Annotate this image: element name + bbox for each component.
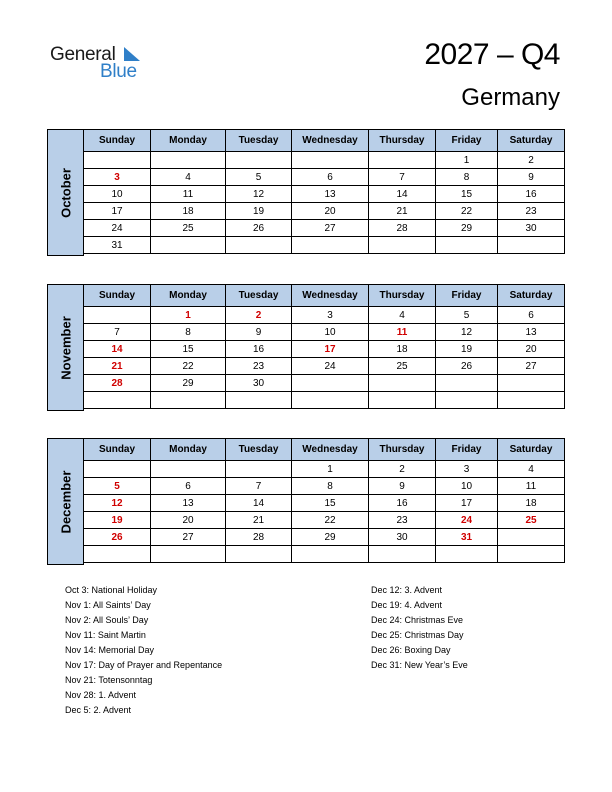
holiday-entry: Dec 19: 4. Advent [371, 600, 443, 610]
weekday-header: Thursday [369, 439, 436, 461]
day-cell: 11 [498, 478, 565, 495]
weekday-header: Saturday [498, 285, 565, 307]
day-cell: 31 [84, 237, 151, 254]
weekday-header: Wednesday [292, 130, 369, 152]
day-cell [151, 152, 226, 169]
day-cell: 26 [436, 358, 498, 375]
day-cell [226, 237, 292, 254]
month-label-box [47, 284, 84, 411]
day-cell: 21 [84, 358, 151, 375]
day-cell: 30 [226, 375, 292, 392]
day-cell: 11 [151, 186, 226, 203]
holiday-entry: Nov 1: All Saints’ Day [65, 600, 151, 610]
day-cell: 5 [436, 307, 498, 324]
month-table [83, 284, 565, 409]
holiday-list-right [371, 583, 468, 673]
day-cell: 15 [151, 341, 226, 358]
month-calendar-november [47, 284, 564, 411]
day-cell [292, 237, 369, 254]
weekday-header-row [84, 439, 565, 461]
weekday-header: Sunday [84, 439, 151, 461]
week-row [84, 220, 565, 237]
country-name: Germany [461, 84, 560, 111]
day-cell: 14 [226, 495, 292, 512]
day-cell: 23 [369, 512, 436, 529]
holiday-entry: Dec 24: Christmas Eve [371, 615, 464, 625]
day-cell [436, 392, 498, 409]
day-cell: 26 [84, 529, 151, 546]
day-cell: 6 [498, 307, 565, 324]
day-cell: 17 [292, 341, 369, 358]
day-cell [369, 152, 436, 169]
day-cell: 4 [369, 307, 436, 324]
day-cell: 3 [436, 461, 498, 478]
week-row [84, 478, 565, 495]
holiday-entry: Nov 28: 1. Advent [65, 690, 137, 700]
day-cell [498, 529, 565, 546]
day-cell: 6 [151, 478, 226, 495]
week-row [84, 341, 565, 358]
holiday-entry: Dec 25: Christmas Day [371, 630, 464, 640]
day-cell: 1 [151, 307, 226, 324]
holiday-entry: Nov 17: Day of Prayer and Repentance [65, 660, 223, 670]
day-cell: 16 [369, 495, 436, 512]
day-cell: 30 [498, 220, 565, 237]
week-row [84, 237, 565, 254]
day-cell [226, 152, 292, 169]
page-title: 2027 – Q4 [424, 38, 560, 71]
day-cell [226, 546, 292, 563]
day-cell [151, 546, 226, 563]
day-cell [292, 375, 369, 392]
month-label-box [47, 438, 84, 565]
day-cell: 7 [369, 169, 436, 186]
day-cell [84, 392, 151, 409]
day-cell: 9 [369, 478, 436, 495]
day-cell [151, 237, 226, 254]
week-row [84, 324, 565, 341]
day-cell: 18 [151, 203, 226, 220]
week-row [84, 169, 565, 186]
day-cell: 12 [84, 495, 151, 512]
day-cell [498, 546, 565, 563]
day-cell: 12 [226, 186, 292, 203]
holiday-entry: Dec 31: New Year’s Eve [371, 660, 468, 670]
weekday-header: Saturday [498, 439, 565, 461]
day-cell: 27 [292, 220, 369, 237]
holiday-entry: Dec 5: 2. Advent [65, 705, 132, 715]
day-cell [369, 546, 436, 563]
day-cell: 24 [436, 512, 498, 529]
day-cell: 7 [84, 324, 151, 341]
day-cell: 27 [151, 529, 226, 546]
day-cell [498, 375, 565, 392]
week-row [84, 461, 565, 478]
day-cell: 21 [369, 203, 436, 220]
day-cell: 10 [436, 478, 498, 495]
month-label-box [47, 129, 84, 256]
holiday-entry: Nov 2: All Souls’ Day [65, 615, 149, 625]
day-cell [292, 392, 369, 409]
day-cell [436, 237, 498, 254]
day-cell: 19 [226, 203, 292, 220]
day-cell [292, 546, 369, 563]
weekday-header-row [84, 285, 565, 307]
day-cell: 18 [369, 341, 436, 358]
day-cell [151, 461, 226, 478]
week-row [84, 186, 565, 203]
day-cell: 19 [84, 512, 151, 529]
day-cell: 17 [436, 495, 498, 512]
day-cell [151, 392, 226, 409]
day-cell: 13 [292, 186, 369, 203]
day-cell [84, 461, 151, 478]
logo-flag-icon [124, 47, 140, 61]
day-cell: 13 [498, 324, 565, 341]
holiday-entry: Nov 14: Memorial Day [65, 645, 155, 655]
holiday-entry: Oct 3: National Holiday [65, 585, 158, 595]
day-cell: 12 [436, 324, 498, 341]
day-cell [84, 307, 151, 324]
day-cell: 24 [292, 358, 369, 375]
day-cell: 16 [226, 341, 292, 358]
day-cell: 1 [436, 152, 498, 169]
day-cell: 26 [226, 220, 292, 237]
day-cell [369, 392, 436, 409]
day-cell: 7 [226, 478, 292, 495]
day-cell: 14 [369, 186, 436, 203]
day-cell: 2 [226, 307, 292, 324]
day-cell: 19 [436, 341, 498, 358]
day-cell: 3 [292, 307, 369, 324]
day-cell: 22 [436, 203, 498, 220]
month-name: December [58, 470, 73, 533]
logo [50, 44, 150, 84]
month-calendar-december [47, 438, 564, 565]
day-cell: 8 [151, 324, 226, 341]
day-cell: 25 [498, 512, 565, 529]
weekday-header: Friday [436, 285, 498, 307]
day-cell: 17 [84, 203, 151, 220]
logo-general-text: General [50, 44, 116, 65]
day-cell [292, 152, 369, 169]
day-cell: 2 [369, 461, 436, 478]
weekday-header: Thursday [369, 130, 436, 152]
day-cell: 2 [498, 152, 565, 169]
holiday-list-left [65, 583, 222, 718]
day-cell: 16 [498, 186, 565, 203]
weekday-header: Tuesday [226, 130, 292, 152]
weekday-header: Sunday [84, 130, 151, 152]
day-cell: 25 [151, 220, 226, 237]
day-cell: 14 [84, 341, 151, 358]
month-table [83, 129, 565, 254]
day-cell: 15 [292, 495, 369, 512]
holiday-entry: Dec 12: 3. Advent [371, 585, 443, 595]
day-cell [436, 375, 498, 392]
day-cell: 29 [151, 375, 226, 392]
weekday-header: Saturday [498, 130, 565, 152]
month-calendar-october [47, 129, 564, 256]
day-cell: 20 [292, 203, 369, 220]
day-cell: 23 [498, 203, 565, 220]
day-cell: 5 [226, 169, 292, 186]
weekday-header: Friday [436, 130, 498, 152]
day-cell: 27 [498, 358, 565, 375]
weekday-header: Tuesday [226, 285, 292, 307]
month-name: November [58, 315, 73, 380]
day-cell: 4 [498, 461, 565, 478]
day-cell: 1 [292, 461, 369, 478]
weekday-header: Tuesday [226, 439, 292, 461]
day-cell: 28 [84, 375, 151, 392]
day-cell: 22 [151, 358, 226, 375]
weekday-header: Monday [151, 439, 226, 461]
day-cell: 23 [226, 358, 292, 375]
weekday-header: Monday [151, 285, 226, 307]
day-cell: 10 [84, 186, 151, 203]
holiday-entry: Dec 26: Boxing Day [371, 645, 451, 655]
day-cell: 4 [151, 169, 226, 186]
month-name: October [58, 167, 73, 218]
day-cell: 28 [226, 529, 292, 546]
day-cell: 24 [84, 220, 151, 237]
day-cell: 20 [151, 512, 226, 529]
day-cell: 22 [292, 512, 369, 529]
weekday-header: Sunday [84, 285, 151, 307]
day-cell: 31 [436, 529, 498, 546]
day-cell [226, 392, 292, 409]
day-cell: 13 [151, 495, 226, 512]
weekday-header-row [84, 130, 565, 152]
day-cell: 6 [292, 169, 369, 186]
weekday-header: Wednesday [292, 285, 369, 307]
day-cell [436, 546, 498, 563]
day-cell: 18 [498, 495, 565, 512]
week-row [84, 152, 565, 169]
week-row [84, 512, 565, 529]
week-row [84, 307, 565, 324]
week-row [84, 546, 565, 563]
day-cell: 20 [498, 341, 565, 358]
week-row [84, 358, 565, 375]
day-cell: 28 [369, 220, 436, 237]
logo-blue-text: Blue [100, 61, 137, 82]
day-cell: 25 [369, 358, 436, 375]
day-cell [84, 152, 151, 169]
week-row [84, 495, 565, 512]
day-cell [498, 237, 565, 254]
day-cell: 3 [84, 169, 151, 186]
day-cell: 8 [436, 169, 498, 186]
week-row [84, 392, 565, 409]
day-cell: 8 [292, 478, 369, 495]
month-table [83, 438, 565, 563]
day-cell: 5 [84, 478, 151, 495]
day-cell [84, 546, 151, 563]
week-row [84, 375, 565, 392]
holiday-entry: Nov 21: Totensonntag [65, 675, 153, 685]
week-row [84, 203, 565, 220]
day-cell: 9 [226, 324, 292, 341]
weekday-header: Thursday [369, 285, 436, 307]
day-cell: 15 [436, 186, 498, 203]
day-cell: 29 [292, 529, 369, 546]
weekday-header: Wednesday [292, 439, 369, 461]
day-cell: 9 [498, 169, 565, 186]
day-cell: 29 [436, 220, 498, 237]
week-row [84, 529, 565, 546]
day-cell [498, 392, 565, 409]
day-cell: 10 [292, 324, 369, 341]
weekday-header: Friday [436, 439, 498, 461]
day-cell [226, 461, 292, 478]
day-cell: 21 [226, 512, 292, 529]
day-cell: 11 [369, 324, 436, 341]
day-cell [369, 375, 436, 392]
weekday-header: Monday [151, 130, 226, 152]
day-cell [369, 237, 436, 254]
holiday-entry: Nov 11: Saint Martin [65, 630, 146, 640]
day-cell: 30 [369, 529, 436, 546]
